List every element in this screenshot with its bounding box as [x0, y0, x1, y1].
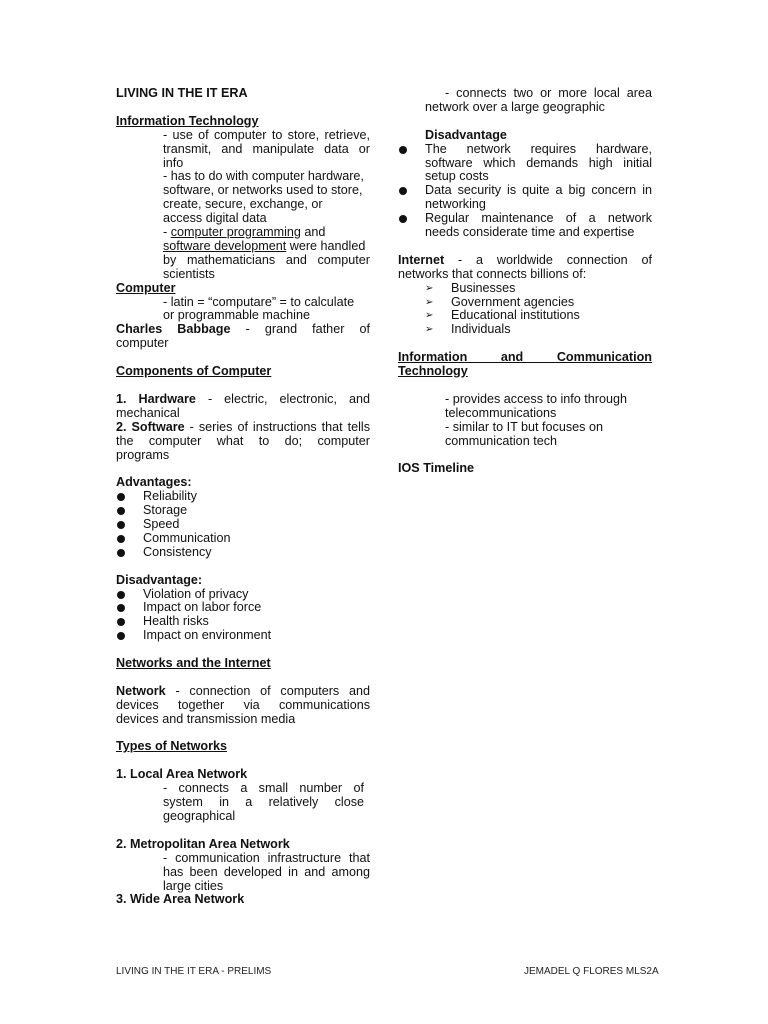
bullet-icon [399, 146, 407, 154]
disadvantages-list [116, 588, 370, 644]
wan-definition-cont [398, 101, 652, 115]
ict-heading-cont: Technology [398, 364, 468, 379]
networks-heading: Networks and the Internet [116, 656, 271, 671]
wan-definition [398, 87, 652, 101]
bullet-icon [117, 549, 125, 557]
list-item: ➢ Educational institutions [425, 308, 580, 323]
bullet-icon [117, 493, 125, 501]
computer-definition [116, 296, 370, 324]
list-item: Regular maintenance of a network needs considerate time and expertise [398, 212, 652, 240]
computer-def-line: or programmable machine [163, 308, 310, 323]
bullet-icon [117, 507, 125, 515]
it-def2-line: - has to do with computer hardware, [163, 169, 364, 184]
components-heading: Components of Computer [116, 364, 272, 379]
bullet-icon [117, 618, 125, 626]
footer-left: LIVING IN THE IT ERA - PRELIMS [116, 966, 272, 977]
babbage-line: Charles Babbage - grand father of [116, 322, 370, 337]
it-def2-line: create, secure, exchange, or [163, 197, 323, 212]
footer-right: JEMADEL Q FLORES MLS2A [524, 966, 659, 977]
internet-line: Internet - a worldwide connection of [398, 252, 652, 267]
man-def-line: large cities [163, 878, 224, 893]
bullet-icon [117, 632, 125, 640]
list-item: Consistency [116, 546, 370, 560]
advantages-list [116, 490, 370, 560]
network-line: devices and transmission media [116, 711, 296, 726]
arrow-bullet-icon: ➢ [425, 296, 434, 308]
man-label: 2. Metropolitan Area Network [116, 836, 290, 851]
arrow-bullet-icon: ➢ [425, 310, 434, 322]
ict-def-line: communication tech [445, 433, 557, 448]
list-item: Impact on labor force [116, 601, 370, 615]
ict-def-line: - provides access to info through [445, 391, 628, 406]
lan-def-line: - connects a small number of [163, 781, 364, 796]
it-heading: Information Technology [116, 113, 259, 128]
it-def1-line: - use of computer to store, retrieve, [163, 127, 370, 142]
ios-timeline-heading: IOS Timeline [398, 461, 475, 476]
it-def2-line: access digital data [163, 211, 267, 226]
advantages-heading: Advantages: [116, 475, 192, 490]
internet-list [398, 282, 652, 338]
software-line: the computer what to do; computer [116, 433, 370, 448]
arrow-bullet-icon: ➢ [425, 324, 434, 336]
man-def-line: - communication infrastructure that [163, 850, 370, 865]
ict-heading: Information and Communication [398, 350, 652, 365]
man-def-line: has been developed in and among [163, 864, 370, 879]
list-item: Violation of privacy [116, 588, 370, 602]
computer-def-line: - latin = “computare” = to calculate [163, 294, 355, 309]
bullet-icon [399, 187, 407, 195]
lan-def-line: system in a relatively close [163, 795, 364, 810]
internet-line: networks that connects billions of: [398, 266, 587, 281]
lan-def-line: geographical [163, 808, 236, 823]
wan-label: 3. Wide Area Network [116, 892, 245, 907]
it-definitions [116, 129, 370, 282]
ict-def-line: telecommunications [445, 405, 557, 420]
bullet-icon [399, 215, 407, 223]
it-def1-line: transmit, and manipulate data or [163, 141, 370, 156]
man-definition [116, 852, 370, 894]
arrow-bullet-icon: ➢ [425, 282, 434, 294]
list-item: Speed [116, 518, 370, 532]
software-line: programs [116, 447, 170, 462]
network-line: Network - connection of computers and [116, 683, 370, 698]
it-def3-line: scientists [163, 266, 215, 281]
ict-def-line: - similar to IT but focuses on [445, 419, 603, 434]
network-line: devices together via communications [116, 697, 370, 712]
list-item: Storage [116, 504, 370, 518]
lan-definition [116, 782, 370, 824]
right-column [398, 87, 652, 476]
list-item: Health risks [116, 615, 370, 629]
hardware-line: mechanical [116, 405, 180, 420]
it-def3-line: by mathematicians and computer [163, 252, 370, 267]
it-def3-line: software development were handled [163, 238, 366, 253]
software-line: 2. Software - series of instructions that tells [116, 419, 371, 434]
list-item: Communication [116, 532, 370, 546]
disadvantages-heading: Disadvantage: [116, 572, 203, 587]
computer-heading: Computer [116, 280, 176, 295]
list-item: Reliability [116, 490, 370, 504]
it-def2-line: software, or networks used to store, [163, 183, 363, 198]
bullet-icon [117, 591, 125, 599]
list-item: Data security is quite a big concern in networking [398, 184, 652, 212]
network-disadvantages-list [398, 143, 652, 240]
bullet-icon [117, 604, 125, 612]
list-item: ➢ Government agencies [425, 294, 575, 309]
wan-def-line: - connects two or more local area [445, 86, 652, 100]
it-def3-line: - computer programming and [163, 225, 326, 240]
list-item: The network requires hardware, software which demands high initial setup costs [398, 143, 652, 185]
document-title: LIVING IN THE IT ERA [116, 86, 248, 100]
list-item: ➢ Businesses [425, 280, 516, 295]
hardware-line: 1. Hardware - electric, electronic, and [116, 391, 370, 406]
lan-label: 1. Local Area Network [116, 767, 248, 782]
bullet-icon [117, 521, 125, 529]
list-item: ➢ Individuals [425, 322, 511, 337]
babbage-line: computer [116, 336, 169, 351]
network-disadvantage-heading: Disadvantage [425, 127, 507, 142]
it-def1-line: info [163, 155, 184, 170]
left-column [116, 87, 370, 907]
wan-def-line: network over a large geographic [425, 99, 605, 114]
list-item: Impact on environment [116, 629, 370, 643]
types-heading: Types of Networks [116, 739, 228, 754]
bullet-icon [117, 535, 125, 543]
ict-definitions [398, 393, 652, 449]
